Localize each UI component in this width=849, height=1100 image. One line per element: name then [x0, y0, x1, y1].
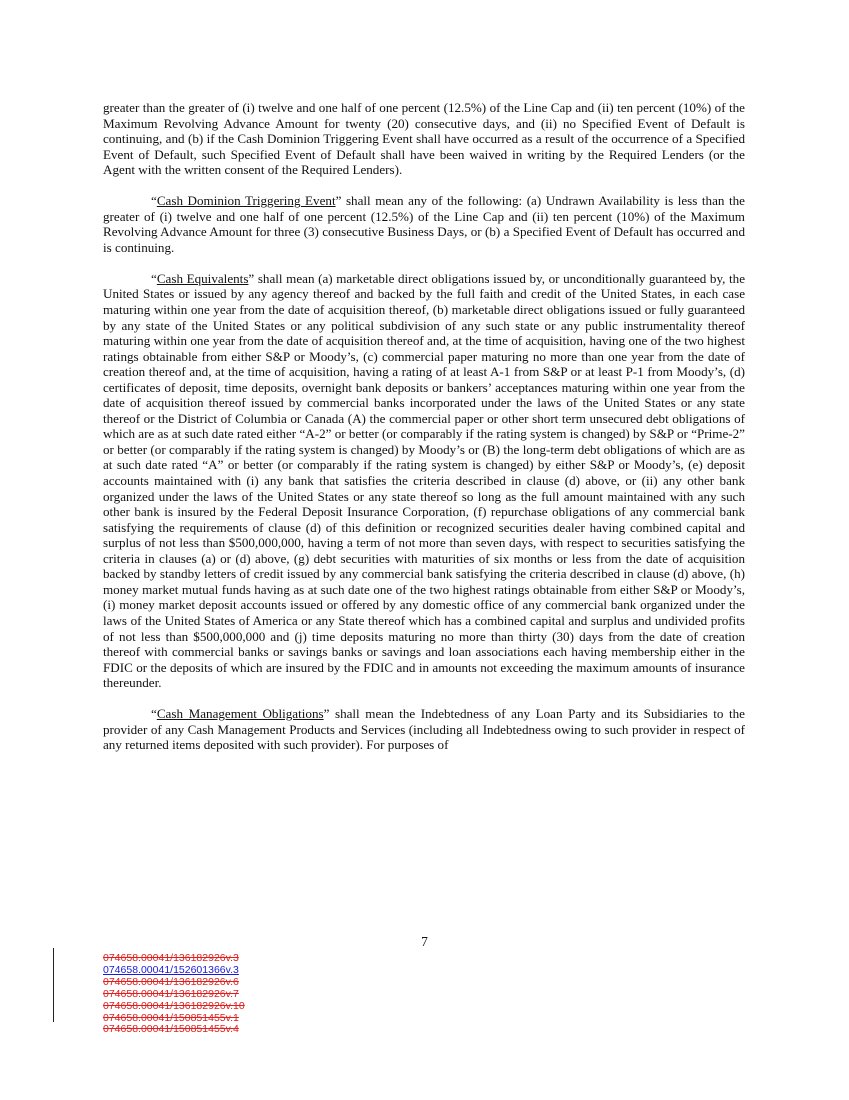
footer-doc-id-deleted: 074658.00041/136182926v.7: [103, 987, 239, 1000]
definition-cash-management-obligations: [103, 706, 745, 753]
footer-doc-id-deleted: 074658.00041/150851455v.1: [103, 1011, 239, 1024]
revision-change-bar: [53, 948, 54, 1022]
definition-cash-equivalents: [103, 271, 745, 691]
document-body: [103, 100, 745, 768]
definition-text: ” shall mean the Indebtedness of any Loan Party and its Subsidiaries to the provider of any Cash Management Products and Services (including all Indebtedness owing to such provider in respect of any returned items deposited with such provider). For purposes of: [103, 706, 745, 753]
definition-text: ” shall mean any of the following: (a) Undrawn Availability is less than the greater of (i) twelve and one half of one percent (12.5%) of the Line Cap and (ii) ten percent (10%) of the Maximum Revolving Advance Amount for three (3) consecutive Business Days, or (b) a Specified Event of Default has occurred and is continuing.: [103, 193, 745, 255]
footer-document-ids: [103, 953, 245, 1036]
open-quote: “: [151, 270, 157, 286]
open-quote: “: [151, 706, 157, 722]
footer-doc-id-deleted: 074658.00041/136182926v.10: [103, 999, 245, 1012]
open-quote: “: [151, 193, 157, 209]
footer-doc-id-deleted: 074658.00041/136182926v.3: [103, 952, 239, 964]
definition-text: ” shall mean (a) marketable direct obligations issued by, or unconditionally guaranteed by, the United States or issued by any agency thereof and backed by the full faith and credit of the United States, in each case maturing within one year from the date of acquisition thereof, (b) marketable direct obligations issued or fully guaranteed by any state of the United States or any political subdivision of any such state or any public instrumentality thereof maturing within one year from the date of acquisition thereof and, at the time of acquisition, having one of the two highest ratings obtainable from either S&P or Moody’s, (c) commercial paper maturing no more than one year from the date of creation thereof and, at the time of acquisition, having a rating of at least A-1 from S&P or at least P-1 from Moody’s, (d) certificates of deposit, time deposits, overnight bank deposits or bankers’ acceptances maturing within one year from the date of acquisition thereof issued by commercial banks incorporated under the laws of the United States or any state thereof or the District of Columbia or Canada (A) the commercial paper or other short term unsecured debt obligations of which are as at such date rated either “A-2” or better (or comparably if the rating system is changed) by S&P or “Prime-2” or better (or comparably if the rating system is changed) by Moody’s or (B) the long-term debt obligations of which are as at such date rated “A” or better (or comparably if the rating system is changed) by either S&P or Moody’s, (e) deposit accounts maintained with (i) any bank that satisfies the criteria described in clause (d) above, or (ii) any other bank organized under the laws of the United States or any state thereof so long as the full amount maintained with any such other bank is insured by the Federal Deposit Insurance Corporation, (f) repurchase obligations of any commercial bank satisfying the requirements of clause (d) of this definition or recognized securities dealer having combined capital and surplus of not less than $500,000,000, having a term of not more than seven days, with respect to securities satisfying the criteria in clauses (a) or (d) above, (g) debt securities with maturities of six months or less from the date of acquisition backed by standby letters of credit issued by any commercial bank satisfying the criteria described in clause (d) above, (h) money market mutual funds having as at such date one of the two highest ratings obtainable from either S&P or Moody’s, (i) money market deposit accounts issued or offered by any domestic office of any commercial bank organized under the laws of the United States of America or any State thereof which has a combined capital and surplus and undivided profits of not less than $500,000,000 and (j) time deposits maturing no more than thirty (30) days from the date of creation thereof with commercial banks or savings banks or savings and loan associations each having membership either in the FDIC or the deposits of which are insured by the FDIC and in amounts not exceeding the maximum amounts of insurance thereunder.: [103, 270, 746, 691]
definition-cash-dominion-triggering-event: [103, 193, 745, 255]
page-number: 7: [421, 934, 428, 949]
defined-term: Cash Dominion Triggering Event: [156, 193, 336, 209]
defined-term: Cash Management Obligations: [156, 706, 324, 722]
paragraph-continuation: greater than the greater of (i) twelve and one half of one percent (12.5%) of the Line Cap and (ii) ten percent (10%) of the Maximum Revolving Advance Amount for twenty (20) consecutive days, and (ii) no Specified Event of Default is continuing, and (b) if the Cash Dominion Triggering Event shall have occurred as a result of the occurrence of a Specified Event of Default, such Specified Event of Default shall have been waived in writing by the Required Lenders (or the Agent with the written consent of the Required Lenders).: [103, 100, 745, 178]
defined-term: Cash Equivalents: [156, 270, 249, 286]
footer-doc-id-deleted: 074658.00041/150851455v.4: [103, 1023, 239, 1036]
footer-doc-id-deleted: 074658.00041/136182926v.6: [103, 975, 239, 988]
footer-doc-id-inserted: 074658.00041/152601366v.3: [103, 963, 239, 976]
